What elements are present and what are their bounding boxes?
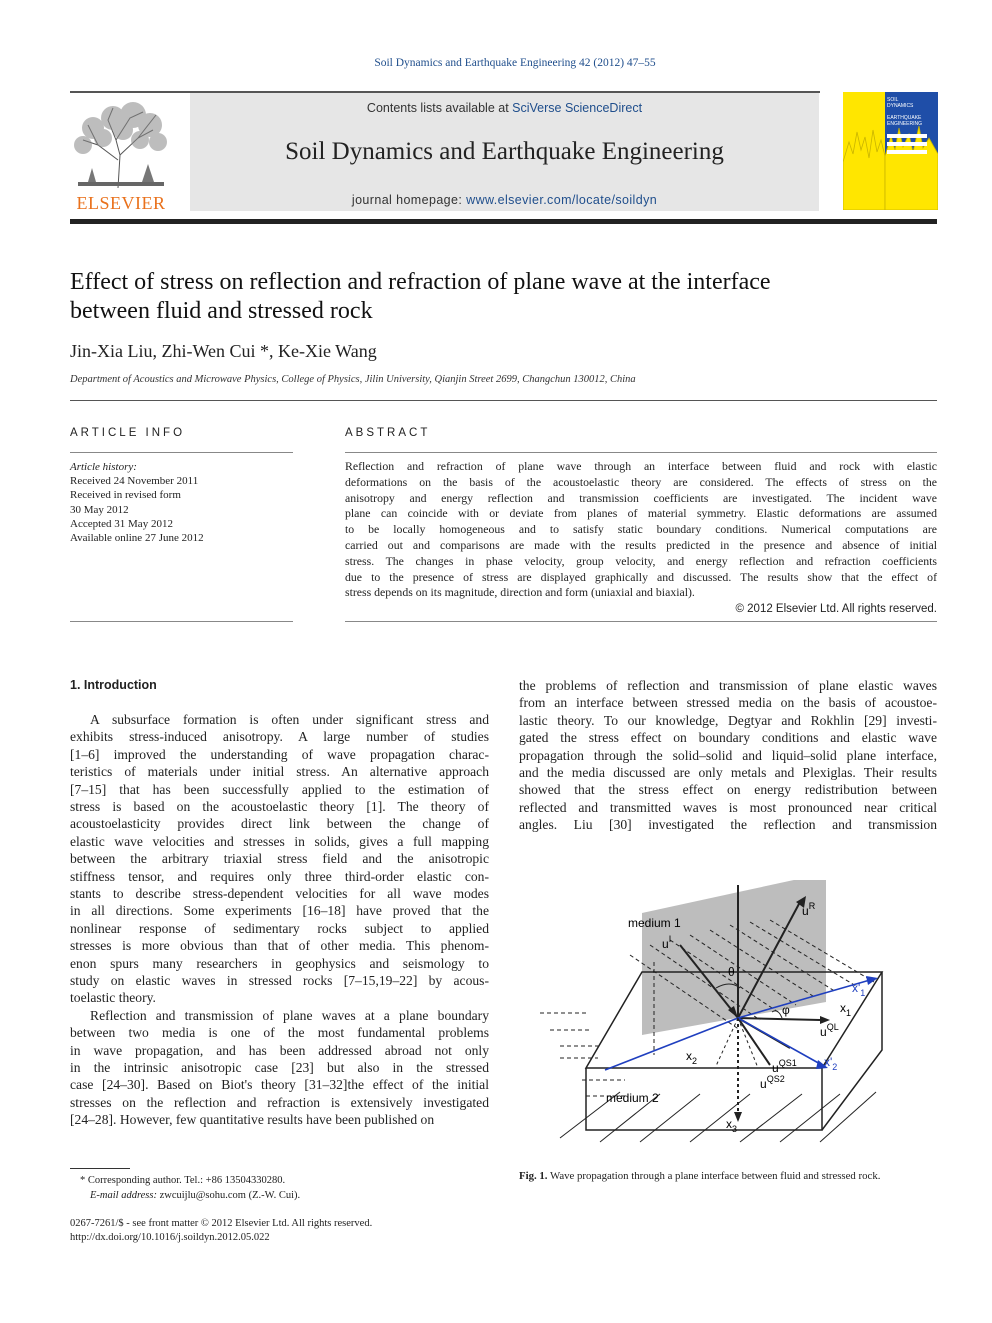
label-medium2: medium 2 [606, 1091, 659, 1105]
text-line: Reflection and transmission of plane waves at a plane boundary [90, 1007, 489, 1023]
article-info-heading: ARTICLE INFO [70, 427, 186, 439]
email-note: E-mail address: zwcuijlu@sohu.com (Z.-W. Cui). [90, 1190, 301, 1201]
text-line: reflected and transmitted waves is most pronounced near critical [519, 799, 937, 815]
text-line: A subsurface formation is often under significant stress and [90, 712, 489, 727]
header-thick-rule [70, 219, 937, 224]
label-phi: φ [782, 1003, 790, 1017]
issn-line: 0267-7261/$ - see front matter © 2012 Elsevier Ltd. All rights reserved. [70, 1218, 373, 1229]
text-line: exhibits stress-induced anisotropy. A large number of studies [70, 729, 489, 745]
text-line: [24–28]. However, few quantitative results have been published on [70, 1112, 435, 1128]
text-line: gated the stress effect on boundary conditions and elastic wave [519, 730, 937, 746]
text-line: acoustoelasticity provides direct link between the change of [70, 816, 489, 832]
text-line: [1–6] improved the understanding of wave propagation charac- [70, 746, 489, 762]
text-line: lastic theory. To our knowledge, Degtyar and Rokhlin [29] investi- [519, 712, 937, 728]
text-line: stress is based on the acoustoelastic theory [1]. The theory of [70, 799, 489, 814]
label-uQS1: $u^{QS1}$ [772, 1058, 797, 1075]
divider [70, 452, 293, 453]
label-x3: $x_3$ [726, 1117, 738, 1134]
label-uR: $u^R$ [802, 901, 816, 918]
text-line: stresses on the reflection and refraction is extensively investigated [70, 1094, 489, 1110]
text-line: stants to describe stress-dependent velocities for all wave modes [70, 886, 489, 901]
journal-title: Soil Dynamics and Earthquake Engineering [285, 138, 724, 165]
text-line: toelastic theory. [70, 990, 156, 1006]
label-theta: θ [728, 965, 735, 979]
text-line: in the intrinsic anisotropic case [23] but also in the stressed [70, 1060, 489, 1075]
cover-text: ENGINEERING [887, 121, 923, 127]
divider [345, 621, 937, 622]
sciencedirect-link[interactable]: SciVerse ScienceDirect [512, 101, 643, 115]
abstract-heading: ABSTRACT [345, 427, 431, 439]
text-line: the problems of reflection and transmission of plane elastic waves [519, 678, 937, 693]
label-x1prime: $x'_1$ [852, 981, 866, 998]
text-line: between two media is one of the most fundamental problems [70, 1025, 489, 1041]
homepage-link[interactable]: www.elsevier.com/locate/soildyn [466, 193, 658, 207]
label-x2prime: $x'_2$ [824, 1055, 838, 1072]
footnote-rule [70, 1168, 130, 1169]
journal-homepage: journal homepage: www.elsevier.com/locate/soildyn [351, 193, 658, 207]
email-link[interactable]: zwcuijlu@sohu.com (Z.-W. Cui). [159, 1190, 301, 1201]
copyright: © 2012 Elsevier Ltd. All rights reserved. [735, 603, 937, 615]
text-line: showed that the stress effect on energy redistribution between [519, 782, 937, 798]
text-line: stiffness tensor, and requires only three third-order elastic con- [70, 868, 489, 884]
cover-text: EARTHQUAKE [887, 115, 922, 121]
text-line: in all directions. Some experiments [16–18] have proved that the [70, 903, 489, 919]
text-line: in wave propagation, and has been addressed abroad not only [70, 1042, 489, 1058]
authors: Jin-Xia Liu, Zhi-Wen Cui *, Ke-Xie Wang [70, 341, 377, 361]
text-line: study on elastic waves in stressed rocks [7–15,19–22] by acous- [70, 973, 489, 988]
label-uQL: $u^{QL}$ [820, 1022, 839, 1039]
label-uI: $u^I$ [662, 934, 672, 951]
text-line: nonlinear response of sedimentary rocks subject to applied [70, 920, 489, 936]
title-rule [70, 400, 937, 401]
text-line: from an interface between stressed media on the basis of acoustoe- [519, 695, 937, 711]
text-line: propagation through the solid–solid and liquid–solid plane interface, [519, 747, 937, 763]
figure-caption: Fig. 1. Wave propagation through a plane interface between fluid and stressed rock. [519, 1170, 881, 1182]
text-line: between the arbitrary triaxial stress field and the anisotropic [70, 851, 489, 867]
divider [70, 621, 293, 622]
affiliation: Department of Acoustics and Microwave Physics, College of Physics, Jilin University, Qianjin Street 2699, Changchun 130012, China [70, 374, 636, 385]
text-line: [7–15] that has been successfully applied to the estimation of [70, 781, 489, 797]
paper-title: Effect of stress on reflection and refraction of plane wave at the interface between fluid and stressed rock [70, 269, 771, 324]
elsevier-wordmark: ELSEVIER [76, 193, 166, 213]
abstract-text: Reflection and refraction of plane wave through an interface between fluid and rock with elastic deformations on the basis of the acoustoelastic theory are considered. The effects of stress on the anisotropy and energy reflection and transmission coefficients are investigated. The incident wave plane can coincide with or deviate from planes of material symmetry. Elastic deformations are assumed to be locally homogeneous and to satisfy static boundary conditions. Numerical computations are carried out and comparisons are made with the results predicted in the presence and absence of initial stress. The changes in phase velocity, group velocity, and energy reflection and refraction coefficients due to the presence of stress are displayed graphically and discussed. The results show that the effect of stress depends on its magnitude, direction and form (uniaxial and biaxial). [345, 459, 937, 600]
cover-text: DYNAMICS [887, 103, 914, 109]
divider [345, 452, 937, 453]
text-line: and the media discussed are only metals and Plexiglas. Their results [519, 765, 937, 780]
doi-link[interactable]: http://dx.doi.org/10.1016/j.soildyn.2012.05.022 [70, 1232, 270, 1243]
text-line: teristics of materials under initial stress. An alternative approach [70, 764, 489, 780]
text-line: angles. Liu [30] investigated the reflection and transmission [519, 817, 937, 833]
label-medium1: medium 1 [628, 916, 681, 930]
article-history: Article history: Received 24 November 2011 Received in revised form 30 May 2012 Accepted 31 May 2012 Available online 27 June 2012 [70, 461, 204, 545]
label-uQS2: $u^{QS2}$ [760, 1074, 785, 1091]
corresponding-author-note: * Corresponding author. Tel.: +86 13504330280. [80, 1175, 286, 1186]
text-line: stresses is more obvious than that of other media. This phenom- [70, 938, 489, 954]
contents-line: Contents lists available at SciVerse ScienceDirect [366, 101, 643, 115]
text-line: case [24–30]. Based on Biot's theory [31–32]the effect of the initial [70, 1077, 489, 1093]
text-line: elastic wave velocities and stresses in solids, gives a full mapping [70, 833, 489, 849]
cover-text: SOIL [887, 97, 899, 103]
journal-citation[interactable]: Soil Dynamics and Earthquake Engineering 42 (2012) 47–55 [374, 57, 656, 69]
section-heading-introduction: 1. Introduction [70, 678, 157, 692]
figure-1 [520, 880, 910, 1150]
label-x1: $x_1$ [840, 1001, 852, 1018]
label-x2: $x_2$ [686, 1049, 698, 1066]
journal-cover-thumbnail[interactable] [843, 92, 938, 210]
text-line: enon spurs many researchers in geophysics and seismology to [70, 955, 489, 971]
